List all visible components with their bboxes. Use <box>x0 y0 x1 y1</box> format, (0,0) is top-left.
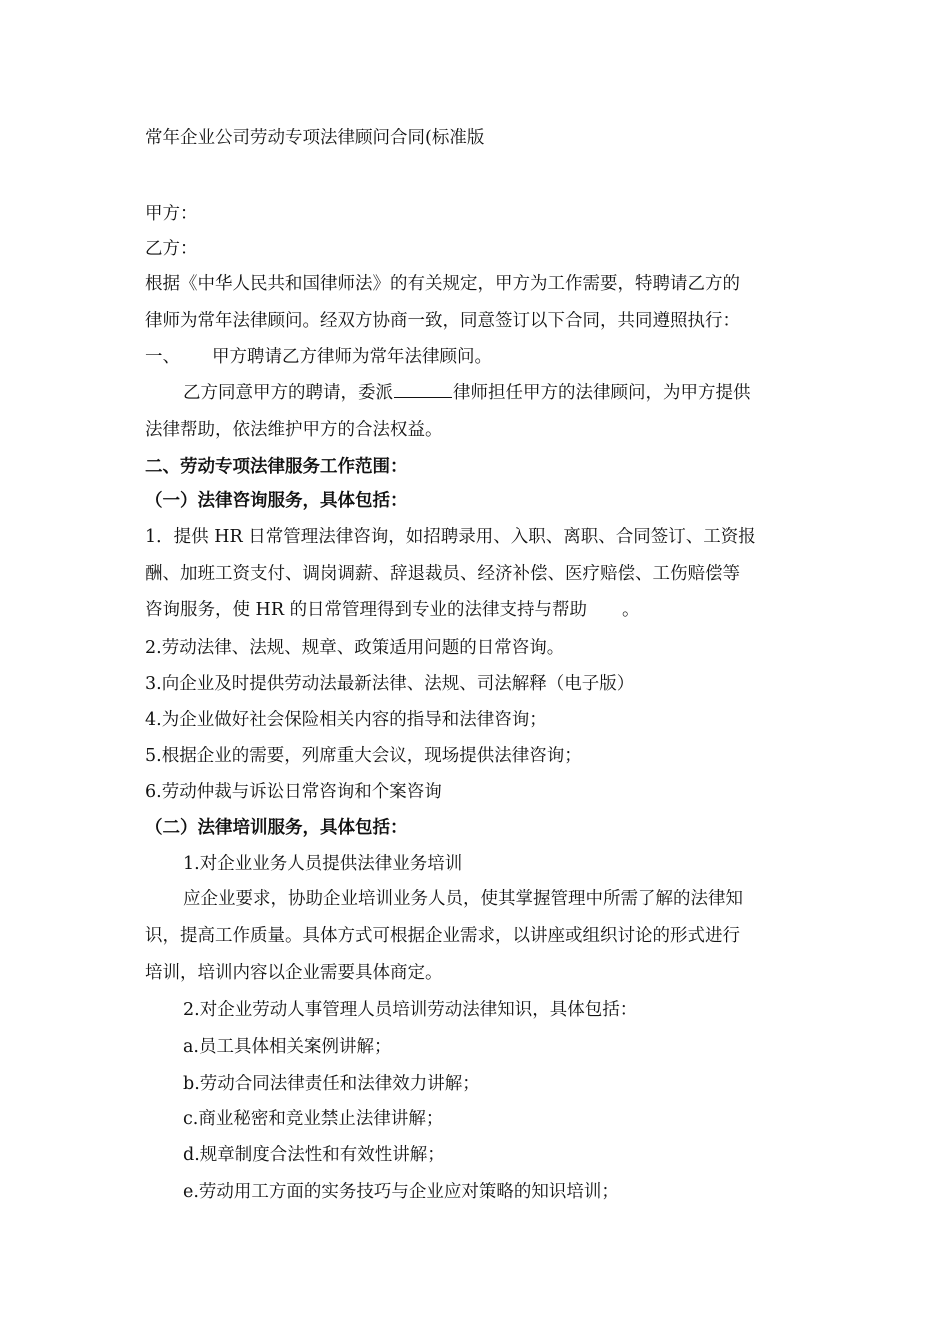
training-item-2: 2.对企业劳动人事管理人员培训劳动法律知识，具体包括： <box>183 1000 638 1020</box>
intro-line-2: 律师为常年法律顾问。经双方协商一致，同意签订以下合同，共同遵照执行： <box>145 311 740 331</box>
training-sub-item-c: c.商业秘密和竞业禁止法律讲解； <box>183 1109 444 1129</box>
subsection-training-heading: （二）法律培训服务，具体包括： <box>145 818 408 838</box>
lawyer-name-blank <box>394 383 452 398</box>
intro-line-1: 根据《中华人民共和国律师法》的有关规定，甲方为工作需要，特聘请乙方的 <box>145 274 740 294</box>
training-sub-item-e: e.劳动用工方面的实务技巧与企业应对策略的知识培训； <box>183 1182 619 1202</box>
training-item-1-para-line-3: 培训，培训内容以企业需要具体商定。 <box>145 963 443 983</box>
section-1-line <box>145 345 492 369</box>
training-sub-item-a: a.员工具体相关案例讲解； <box>183 1037 392 1057</box>
training-item-1-para-line-1: 应企业要求，协助企业培训业务人员，使其掌握管理中所需了解的法律知 <box>183 889 743 909</box>
section-1-text: 甲方聘请乙方律师为常年法律顾问。 <box>212 347 492 367</box>
party-b-label: 乙方： <box>145 239 198 259</box>
consulting-item-5: 5.根据企业的需要，列席重大会议，现场提供法律咨询； <box>145 746 582 766</box>
section-1-para-part-a: 乙方同意甲方的聘请，委派 <box>183 383 393 403</box>
training-sub-item-d: d.规章制度合法性和有效性讲解； <box>183 1145 445 1165</box>
consulting-item-4: 4.为企业做好社会保险相关内容的指导和法律咨询； <box>145 710 547 730</box>
training-item-1: 1.对企业业务人员提供法律业务培训 <box>183 854 463 874</box>
section-1-number: 一、 <box>145 347 180 367</box>
consulting-item-6: 6.劳动仲裁与诉讼日常咨询和个案咨询 <box>145 782 442 802</box>
consulting-item-2: 2.劳动法律、法规、规章、政策适用问题的日常咨询。 <box>145 638 565 658</box>
party-a-label: 甲方： <box>145 204 198 224</box>
document-title: 常年企业公司劳动专项法律顾问合同(标准版 <box>145 128 485 148</box>
section-1-para-part-b: 律师担任甲方的法律顾问，为甲方提供 <box>453 383 751 403</box>
consulting-item-1-line-1: 1．提供 HR 日常管理法律咨询，如招聘录用、入职、离职、合同签订、工资报 <box>145 527 756 547</box>
consulting-item-1-line-3: 咨询服务，使 HR 的日常管理得到专业的法律支持与帮助 。 <box>145 600 640 620</box>
section-1-para-line-2: 法律帮助，依法维护甲方的合法权益。 <box>145 420 443 440</box>
subsection-consulting-heading: （一）法律咨询服务，具体包括： <box>145 491 408 511</box>
section-2-heading: 二、劳动专项法律服务工作范围： <box>145 457 408 477</box>
consulting-item-3: 3.向企业及时提供劳动法最新法律、法规、司法解释（电子版） <box>145 674 635 694</box>
consulting-item-1-line-2: 酬、加班工资支付、调岗调薪、辞退裁员、经济补偿、医疗赔偿、工伤赔偿等 <box>145 564 740 584</box>
section-1-para-line-1 <box>183 381 751 405</box>
training-sub-item-b: b.劳动合同法律责任和法律效力讲解； <box>183 1074 480 1094</box>
training-item-1-para-line-2: 识，提高工作质量。具体方式可根据企业需求，以讲座或组织讨论的形式进行 <box>145 926 740 946</box>
